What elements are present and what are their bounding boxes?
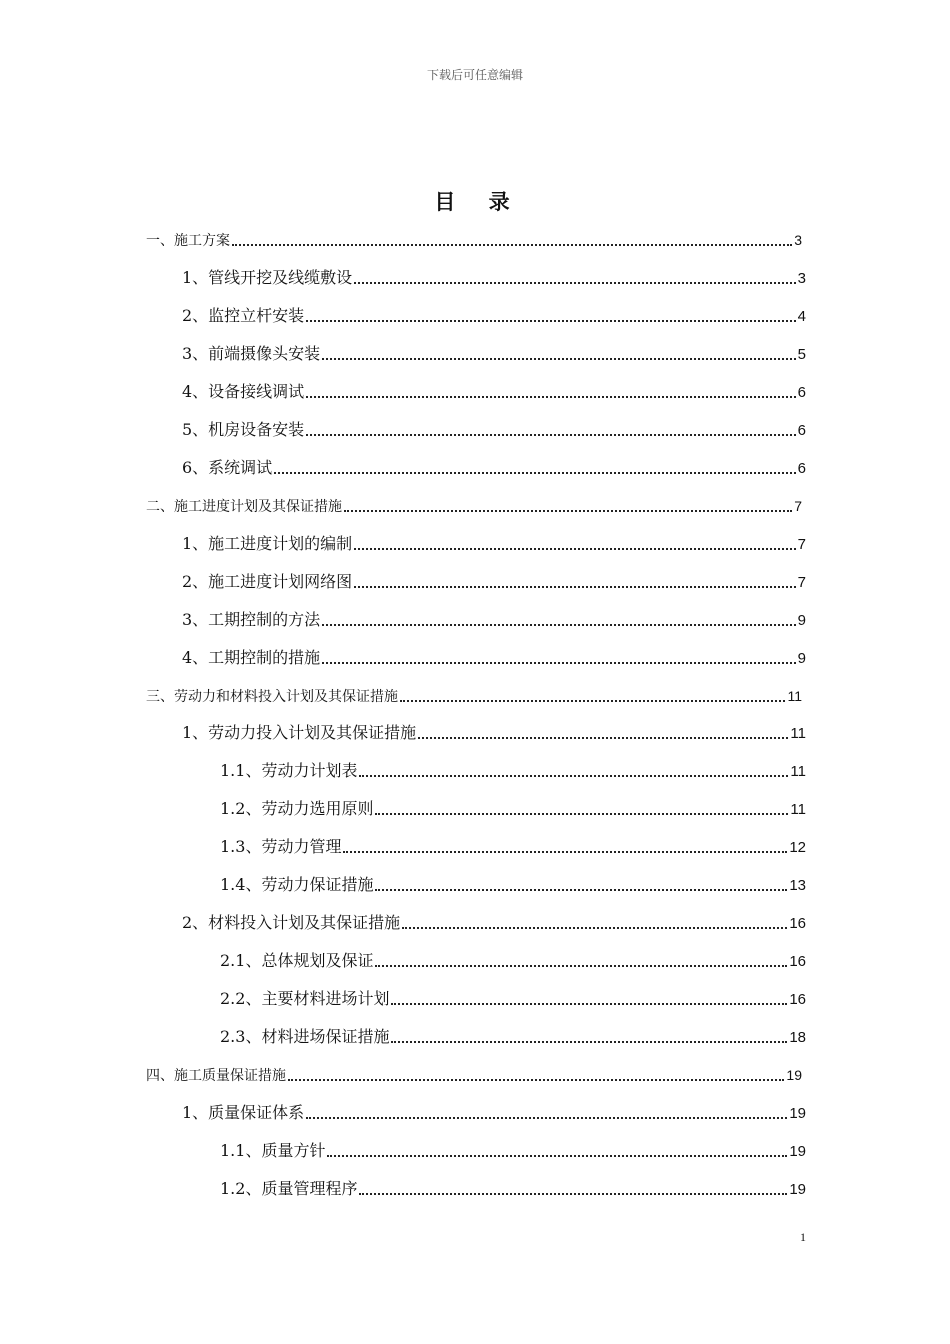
toc-entry[interactable] [146, 494, 802, 518]
toc-entry-page: 16 [789, 991, 806, 1009]
toc-entry-page: 9 [797, 649, 806, 667]
toc-leader-dots [354, 282, 795, 284]
toc-entry-label: 1.4、劳动力保证措施 [220, 875, 374, 895]
toc-entry[interactable] [220, 1025, 806, 1049]
toc-entry-page: 6 [797, 421, 806, 439]
toc-entry-label: 2、施工进度计划网络图 [182, 571, 353, 591]
toc-leader-dots [322, 624, 795, 626]
toc-leader-dots [232, 244, 792, 246]
toc-entry-page: 4 [797, 307, 806, 325]
toc-entry-label: 6、系统调试 [182, 457, 273, 477]
toc-entry-page: 18 [789, 1029, 806, 1047]
toc-entry-page: 9 [797, 611, 806, 629]
toc-leader-dots [306, 1117, 787, 1119]
toc-entry-page: 16 [789, 915, 806, 933]
toc-entry[interactable] [220, 797, 806, 821]
toc-entry-label: 1.1、劳动力计划表 [220, 761, 358, 781]
toc-entry[interactable] [220, 873, 806, 897]
toc-leader-dots [359, 775, 788, 777]
toc-entry-label: 2、材料投入计划及其保证措施 [182, 913, 401, 933]
toc-entry-label: 1、劳动力投入计划及其保证措施 [182, 723, 417, 743]
toc-leader-dots [375, 813, 788, 815]
toc-leader-dots [274, 472, 795, 474]
toc-entry[interactable] [182, 380, 806, 404]
toc-leader-dots [375, 965, 787, 967]
toc-entry-page: 11 [787, 687, 802, 704]
toc-entry-page: 19 [789, 1105, 806, 1123]
toc-entry[interactable] [182, 646, 806, 670]
toc-entry-label: 2.1、总体规划及保证 [220, 951, 374, 971]
toc-leader-dots [327, 1155, 787, 1157]
toc-entry-label: 1、管线开挖及线缆敷设 [182, 267, 353, 287]
page-header: 下载后可任意编辑 [426, 68, 523, 82]
toc-entry[interactable] [182, 608, 806, 632]
toc-entry-label: 1.3、劳动力管理 [220, 837, 342, 857]
toc-entry-label: 1、质量保证体系 [182, 1103, 305, 1123]
toc-entry-page: 19 [789, 1143, 806, 1161]
toc-entry-page: 5 [797, 345, 806, 363]
toc-entry-label: 4、工期控制的措施 [182, 647, 321, 667]
toc-entry-label: 一、施工方案 [146, 233, 230, 249]
toc-entry-page: 6 [797, 383, 806, 401]
toc-leader-dots [288, 1079, 784, 1081]
toc-entry-label: 1.2、劳动力选用原则 [220, 799, 374, 819]
toc-leader-dots [306, 434, 795, 436]
toc-entry-label: 3、前端摄像头安装 [182, 343, 321, 363]
toc-entry[interactable] [146, 684, 802, 708]
toc-entry-page: 19 [789, 1181, 806, 1198]
toc-entry[interactable] [182, 532, 806, 556]
toc-entry-page: 11 [790, 725, 806, 743]
toc-entry[interactable] [182, 418, 806, 442]
toc-leader-dots [322, 358, 795, 360]
toc-entry-page: 12 [789, 839, 806, 857]
toc-entry-page: 16 [789, 953, 806, 971]
toc-entry-label: 三、劳动力和材料投入计划及其保证措施 [146, 688, 398, 705]
toc-leader-dots [306, 396, 795, 398]
toc-entry-label: 4、设备接线调试 [182, 381, 305, 401]
toc-entry[interactable] [146, 228, 802, 252]
toc-leader-dots [418, 737, 788, 739]
toc-entry-page: 7 [797, 573, 806, 591]
toc-entry[interactable] [182, 1101, 806, 1125]
toc-entry-label: 5、机房设备安装 [182, 419, 305, 439]
toc-entry[interactable] [220, 835, 806, 859]
toc-leader-dots [322, 662, 795, 664]
toc-entry[interactable] [220, 987, 806, 1011]
toc-entry-page: 11 [790, 801, 806, 819]
toc-entry-label: 1.2、质量管理程序 [220, 1179, 358, 1198]
page-title: 目 录 [434, 189, 516, 214]
toc-leader-dots [354, 548, 795, 550]
toc-entry[interactable] [220, 759, 806, 783]
toc-leader-dots [391, 1003, 787, 1005]
toc-entry-label: 3、工期控制的方法 [182, 609, 321, 629]
toc-entry-page: 7 [797, 535, 806, 553]
toc-entry-page: 6 [797, 459, 806, 477]
toc-entry-label: 2、监控立杆安装 [182, 305, 305, 325]
toc-entry[interactable] [182, 911, 806, 935]
toc-leader-dots [306, 320, 795, 322]
toc-leader-dots [375, 889, 787, 891]
toc-leader-dots [344, 510, 792, 512]
toc-leader-dots [391, 1041, 787, 1043]
toc-entry[interactable] [146, 1063, 802, 1087]
toc-entry-label: 二、施工进度计划及其保证措施 [146, 498, 342, 515]
toc-entry-page: 13 [789, 877, 806, 895]
toc-entry[interactable] [220, 1139, 806, 1163]
toc-leader-dots [400, 700, 785, 702]
toc-entry[interactable] [182, 266, 806, 290]
toc-entry[interactable] [220, 1177, 806, 1201]
toc-entry-label: 2.3、材料进场保证措施 [220, 1027, 390, 1047]
toc-entry-page: 19 [786, 1067, 802, 1084]
toc-leader-dots [402, 927, 787, 929]
toc-entry-label: 1、施工进度计划的编制 [182, 533, 353, 553]
toc-entry[interactable] [182, 456, 806, 480]
page-number: 1 [800, 1230, 806, 1244]
toc-entry[interactable] [220, 949, 806, 973]
toc-entry-page: 7 [794, 497, 802, 514]
toc-entry-label: 2.2、主要材料进场计划 [220, 989, 390, 1009]
toc-entry[interactable] [182, 304, 806, 328]
toc-entry-label: 1.1、质量方针 [220, 1141, 326, 1161]
toc-entry-page: 3 [794, 232, 802, 248]
toc-entry[interactable] [182, 570, 806, 594]
toc-leader-dots [354, 586, 795, 588]
toc-entry-page: 3 [797, 269, 806, 287]
toc-entry-label: 四、施工质量保证措施 [146, 1068, 286, 1085]
toc-entry-page: 11 [790, 763, 806, 781]
toc-leader-dots [359, 1193, 787, 1195]
toc-entry[interactable] [182, 342, 806, 366]
toc-entry[interactable] [182, 721, 806, 745]
toc-leader-dots [343, 851, 787, 853]
